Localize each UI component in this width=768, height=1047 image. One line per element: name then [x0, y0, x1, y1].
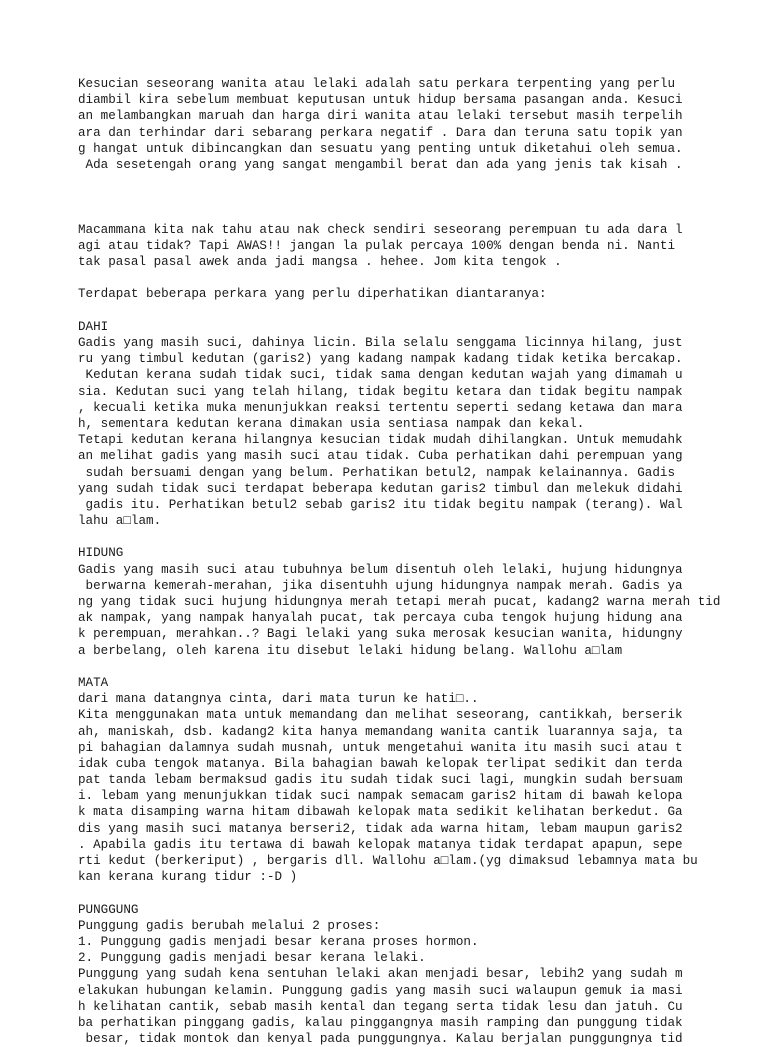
text-line: Macammana kita nak tahu atau nak check sendiri seseorang perempuan tu ada dara l — [78, 222, 683, 237]
text-line: Terdapat beberapa perkara yang perlu diperhatikan diantaranya: — [78, 287, 547, 302]
text-line: ak nampak, yang nampak hanyalah pucat, tak percaya cuba tengok hujung hidung ana — [78, 611, 683, 626]
text-line: Punggung yang sudah kena sentuhan lelaki akan menjadi besar, lebih2 yang sudah m — [78, 967, 683, 982]
text-line: ng yang tidak suci hujung hidungnya merah tetapi merah pucat, kadang2 warna merah tid — [78, 595, 721, 610]
text-line: 2. Punggung gadis menjadi besar kerana lelaki. — [78, 951, 426, 966]
text-line: k perempuan, merahkan..? Bagi lelaki yang suka merosak kesucian wanita, hidungny — [78, 627, 683, 642]
text-line: ara dan terhindar dari sebarang perkara negatif . Dara dan teruna satu topik yan — [78, 125, 683, 140]
text-line: ba perhatikan pinggang gadis, kalau pinggangnya masih ramping dan punggung tidak — [78, 1015, 683, 1030]
text-line: g hangat untuk dibincangkan dan sesuatu yang penting untuk diketahui oleh semua. — [78, 141, 683, 156]
text-line: an melihat gadis yang masih suci atau tidak. Cuba perhatikan dahi perempuan yang — [78, 449, 683, 464]
section-mata — [78, 675, 758, 885]
text-line: Gadis yang masih suci, dahinya licin. Bila selalu senggama licinnya hilang, just — [78, 336, 683, 351]
text-line: Ada sesetengah orang yang sangat mengambil berat dan ada yang jenis tak kisah . — [78, 157, 683, 172]
text-line: h, sementara kedutan kerana dimakan usia sentiasa nampak dan kekal. — [78, 416, 585, 431]
text-line: . Apabila gadis itu tertawa di bawah kelopak matanya tidak terdapat apapun, sepe — [78, 837, 683, 852]
text-line: a berbelang, oleh karena itu disebut lelaki hidung belang. Wallohu a□lam — [78, 643, 623, 658]
text-line: i. lebam yang menunjukkan tidak suci nampak semacam garis2 hitam di bawah kelopa — [78, 789, 683, 804]
text-line: berwarna kemerah-merahan, jika disentuhh ujung hidungnya nampak merah. Gadis ya — [78, 578, 683, 593]
section-heading: HIDUNG — [78, 546, 124, 561]
text-line: Gadis yang masih suci atau tubuhnya belum disentuh oleh lelaki, hujung hidungnya — [78, 562, 683, 577]
text-line: k mata disamping warna hitam dibawah kelopak mata sedikit kelihatan berkedut. Ga — [78, 805, 683, 820]
text-line: besar, tidak montok dan kenyal pada punggungnya. Kalau berjalan punggungnya tid — [78, 1032, 683, 1047]
text-line: diambil kira sebelum membuat keputusan untuk hidup bersama pasangan anda. Kesuci — [78, 93, 683, 108]
text-line: 1. Punggung gadis menjadi besar kerana proses hormon. — [78, 934, 479, 949]
question-paragraph — [78, 222, 758, 271]
text-line: ah, maniskah, dsb. kadang2 kita hanya memandang wanita cantik luarannya saja, ta — [78, 724, 683, 739]
intro-paragraph — [78, 76, 758, 173]
text-line: Kedutan kerana sudah tidak suci, tidak sama dengan kedutan wajah yang dimamah u — [78, 368, 683, 383]
text-line: kan kerana kurang tidur :-D ) — [78, 870, 298, 885]
text-line: Punggung gadis berubah melalui 2 proses: — [78, 918, 381, 933]
text-line: Tetapi kedutan kerana hilangnya kesucian tidak mudah dihilangkan. Untuk memudahk — [78, 433, 683, 448]
text-line: lahu a□lam. — [78, 514, 162, 529]
text-line: agi atau tidak? Tapi AWAS!! jangan la pulak percaya 100% dengan benda ni. Nanti — [78, 238, 676, 253]
text-line: sudah bersuami dengan yang belum. Perhatikan betul2, nampak kelainannya. Gadis — [78, 465, 676, 480]
section-heading: PUNGGUNG — [78, 902, 139, 917]
text-line: pi bahagian dalamnya sudah musnah, untuk mengetahui wanita itu masih suci atau t — [78, 740, 683, 755]
section-dahi — [78, 319, 758, 529]
text-line: rti kedut (berkeriput) , bergaris dll. Wallohu a□lam.(yg dimaksud lebamnya mata bu — [78, 854, 698, 869]
document-page — [78, 76, 758, 1047]
text-line: Kesucian seseorang wanita atau lelaki adalah satu perkara terpenting yang perlu — [78, 77, 676, 91]
text-line: Kita menggunakan mata untuk memandang dan melihat seseorang, cantikkah, berserik — [78, 708, 683, 723]
text-line: sia. Kedutan suci yang telah hilang, tidak begitu ketara dan tidak begitu nampak — [78, 384, 683, 399]
text-line: tak pasal pasal awek anda jadi mangsa . hehee. Jom kita tengok . — [78, 255, 562, 270]
text-line: idak cuba tengok matanya. Bila bahagian bawah kelopak terlipat sedikit dan terda — [78, 756, 683, 771]
text-line: dari mana datangnya cinta, dari mata turun ke hati□.. — [78, 692, 479, 707]
text-line: , kecuali ketika muka menunjukkan reaksi tertentu seperti sedang ketawa dan mara — [78, 400, 683, 415]
section-hidung — [78, 545, 758, 658]
section-punggung — [78, 902, 758, 1047]
section-heading: MATA — [78, 675, 109, 690]
text-line: gadis itu. Perhatikan betul2 sebab garis2 itu tidak begitu nampak (terang). Wal — [78, 497, 683, 512]
text-line: pat tanda lebam bermaksud gadis itu sudah tidak suci lagi, mungkin sudah bersuam — [78, 773, 683, 788]
text-line: h kelihatan cantik, sebab masih kental dan tegang serta tidak lesu dan jatuh. Cu — [78, 999, 683, 1014]
lead-paragraph — [78, 286, 758, 302]
text-line: dis yang masih suci matanya berseri2, tidak ada warna hitam, lebam maupun garis2 — [78, 821, 683, 836]
section-heading: DAHI — [78, 319, 109, 334]
text-line: elakukan hubungan kelamin. Punggung gadis yang masih suci walaupun gemuk ia masi — [78, 983, 683, 998]
text-line: an melambangkan maruah dan harga diri wanita atau lelaki tersebut masih terpelih — [78, 109, 683, 124]
text-line: yang sudah tidak suci terdapat beberapa kedutan garis2 timbul dan melekuk didahi — [78, 481, 683, 496]
text-line: ru yang timbul kedutan (garis2) yang kadang nampak kadang tidak ketika bercakap. — [78, 352, 683, 367]
